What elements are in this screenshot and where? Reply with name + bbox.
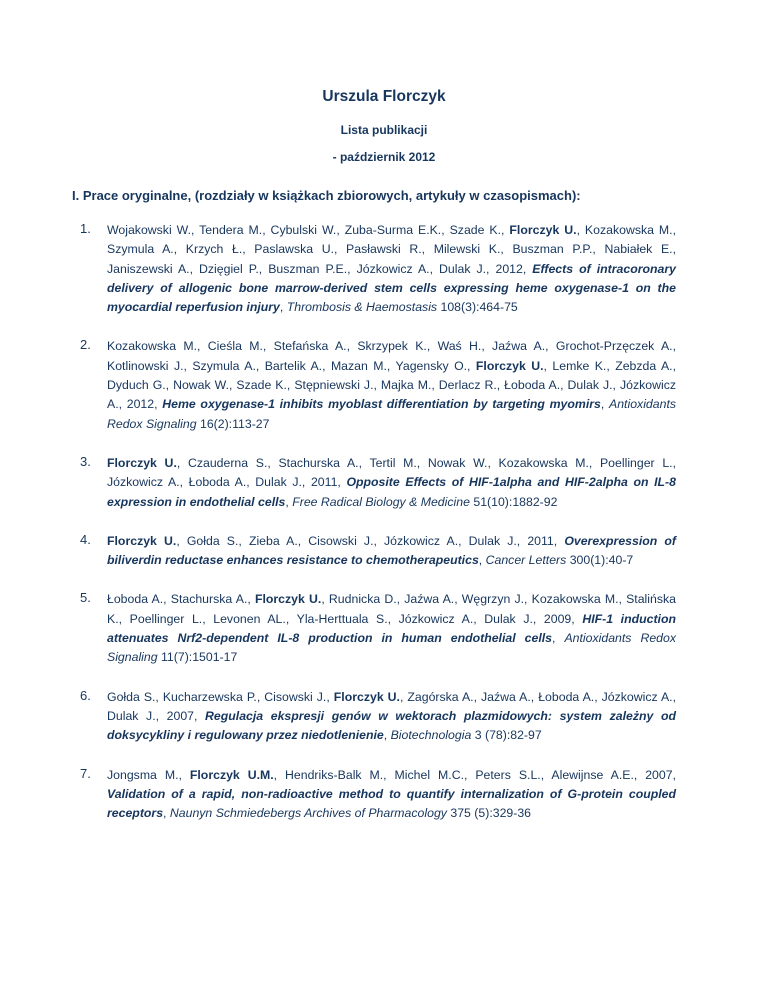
publication-authors-rest: , Czauderna S., Stachurska A., Tertil M., Nowak W., Kozakowska M., Poellinger L., Józkowicz A., Łoboda A., Dulak J., 2011,	[107, 455, 676, 490]
volume-pages: 300(1):40-7	[566, 553, 634, 568]
publication-authors-rest: , Rudnicka D., Jaźwa A., Węgrzyn J., Kozakowska M., Stalińska K., Poellinger L., Levonen AL., Yla-Herttuala S., Józkowicz A., Dulak J., 2009,	[107, 592, 676, 626]
journal-name: Antioxidants Redox Signaling	[107, 631, 677, 665]
publication-authors: Jongsma M.,	[107, 767, 190, 782]
publication-authors-rest: , Hendriks-Balk M., Michel M.C., Peters S.L., Alewijnse A.E., 2007,	[273, 767, 676, 782]
publication-text	[107, 590, 676, 667]
separator: ,	[285, 494, 293, 509]
publication-authors-rest: , Kozakowska M., Szymula A., Krzych Ł., Paslawska U., Pasławski R., Milewski K., Buszman P.P., Nabiałek E., Janiszewski A., Dzięgiel P., Buszman P.E., Józkowicz A., Dulak J., 2012,	[107, 223, 676, 276]
publication-title: Opposite Effects of HIF-1alpha and HIF-2alpha on IL-8 expression in endothelial cells	[107, 475, 676, 509]
publication-title: Heme oxygenase-1 inhibits myoblast differentiation by targeting myomirs	[162, 397, 601, 412]
separator: ,	[163, 806, 170, 821]
publication-number: 1.	[80, 221, 91, 236]
publication-number: 2.	[80, 337, 91, 353]
highlighted-author: Florczyk U.	[107, 533, 177, 548]
separator: ,	[383, 728, 391, 743]
volume-pages: 16(2):113-27	[196, 416, 270, 431]
highlighted-author: Florczyk U.M.	[189, 767, 274, 782]
publication-item	[80, 454, 676, 512]
publication-authors: Łoboda A., Stachurska A.,	[107, 592, 255, 607]
publication-text	[107, 454, 676, 512]
publication-item	[80, 221, 676, 317]
publication-text	[107, 766, 676, 824]
publication-item	[80, 766, 676, 824]
publication-title: HIF-1 induction attenuates Nrf2-dependent IL-8 production in human endothelial cells	[107, 611, 676, 646]
document-subtitle: Lista publikacji	[340, 123, 428, 137]
highlighted-author: Florczyk U.	[107, 455, 177, 470]
journal-name: Naunyn Schmiedebergs Archives of Pharmacology	[169, 806, 447, 821]
separator: ,	[478, 553, 486, 568]
volume-pages: 375 (5):329-36	[446, 806, 532, 821]
publication-authors: Wojakowski W., Tendera M., Cybulski W., Zuba-Surma E.K., Szade K.,	[107, 223, 510, 237]
publication-title: Regulacja ekspresji genów w wektorach plazmidowych: system zależny od doksycykliny i regulowany przez niedotlenienie	[107, 708, 676, 743]
author-name: Urszula Florczyk	[322, 88, 446, 105]
journal-name: Thrombosis & Haemostasis	[286, 300, 438, 315]
document-date: - październik 2012	[332, 150, 436, 164]
publication-authors-rest: , Zagórska A., Jaźwa A., Łoboda A., Józkowicz A., Dulak J., 2007,	[107, 689, 676, 723]
journal-name: Biotechnologia	[390, 728, 472, 743]
highlighted-author: Florczyk U.	[509, 223, 577, 237]
separator: ,	[279, 300, 287, 315]
publication-text	[107, 532, 676, 571]
publication-list	[80, 221, 676, 843]
publication-title: Overexpression of biliverdin reductase enhances resistance to chemotherapeutics	[107, 533, 676, 568]
publication-item	[80, 532, 676, 571]
publication-number: 5.	[80, 590, 91, 606]
publication-authors: Gołda S., Kucharzewska P., Cisowski J.,	[107, 689, 334, 704]
publication-authors-rest: , Lemke K., Zebzda A., Dyduch G., Nowak W., Szade K., Stępniewski J., Majka M., Derlacz R., Łoboda A., Dulak J., Józkowicz A., 2012,	[107, 358, 676, 412]
volume-pages: 11(7):1501-17	[157, 650, 238, 665]
highlighted-author: Florczyk U.	[333, 689, 400, 704]
publication-number: 7.	[80, 765, 91, 781]
separator: ,	[552, 631, 565, 646]
separator: ,	[600, 397, 610, 412]
journal-name: Antioxidants Redox Signaling	[107, 397, 677, 431]
volume-pages: 51(10):1882-92	[469, 494, 558, 509]
section-heading: I. Prace oryginalne, (rozdziały w książkach zbiorowych, artykuły w czasopismach):	[72, 188, 581, 203]
publication-item	[80, 590, 676, 667]
publication-item	[80, 688, 676, 746]
journal-name: Free Radical Biology & Medicine	[292, 494, 470, 509]
publication-number: 3.	[80, 453, 91, 469]
publication-number: 4.	[80, 531, 91, 547]
volume-pages: 108(3):464-75	[437, 300, 518, 315]
publication-authors-rest: , Gołda S., Zieba A., Cisowski J., Józkowicz A., Dulak J., 2011,	[176, 533, 565, 548]
publication-text	[107, 337, 676, 433]
publication-text	[107, 688, 676, 746]
publication-text	[107, 221, 676, 317]
highlighted-author: Florczyk U.	[254, 592, 322, 607]
volume-pages: 3 (78):82-97	[471, 728, 542, 743]
publication-number: 6.	[80, 687, 91, 703]
publication-title: Effects of intracoronary delivery of allogenic bone marrow-derived stem cells expressing heme oxygenase-1 on the myocardial reperfusion injury	[107, 261, 676, 315]
publication-item	[80, 337, 676, 433]
journal-name: Cancer Letters	[485, 553, 567, 568]
publication-authors: Kozakowska M., Cieśla M., Stefańska A., Skrzypek K., Waś H., Jaźwa A., Grochot-Przęczek A., Kotlinowski J., Szymula A., Bartelik A., Mazan M., Yagensky O.,	[107, 339, 676, 373]
highlighted-author: Florczyk U.	[475, 358, 544, 373]
publication-title: Validation of a rapid, non-radioactive method to quantify internalization of G-protein coupled receptors	[107, 786, 676, 821]
